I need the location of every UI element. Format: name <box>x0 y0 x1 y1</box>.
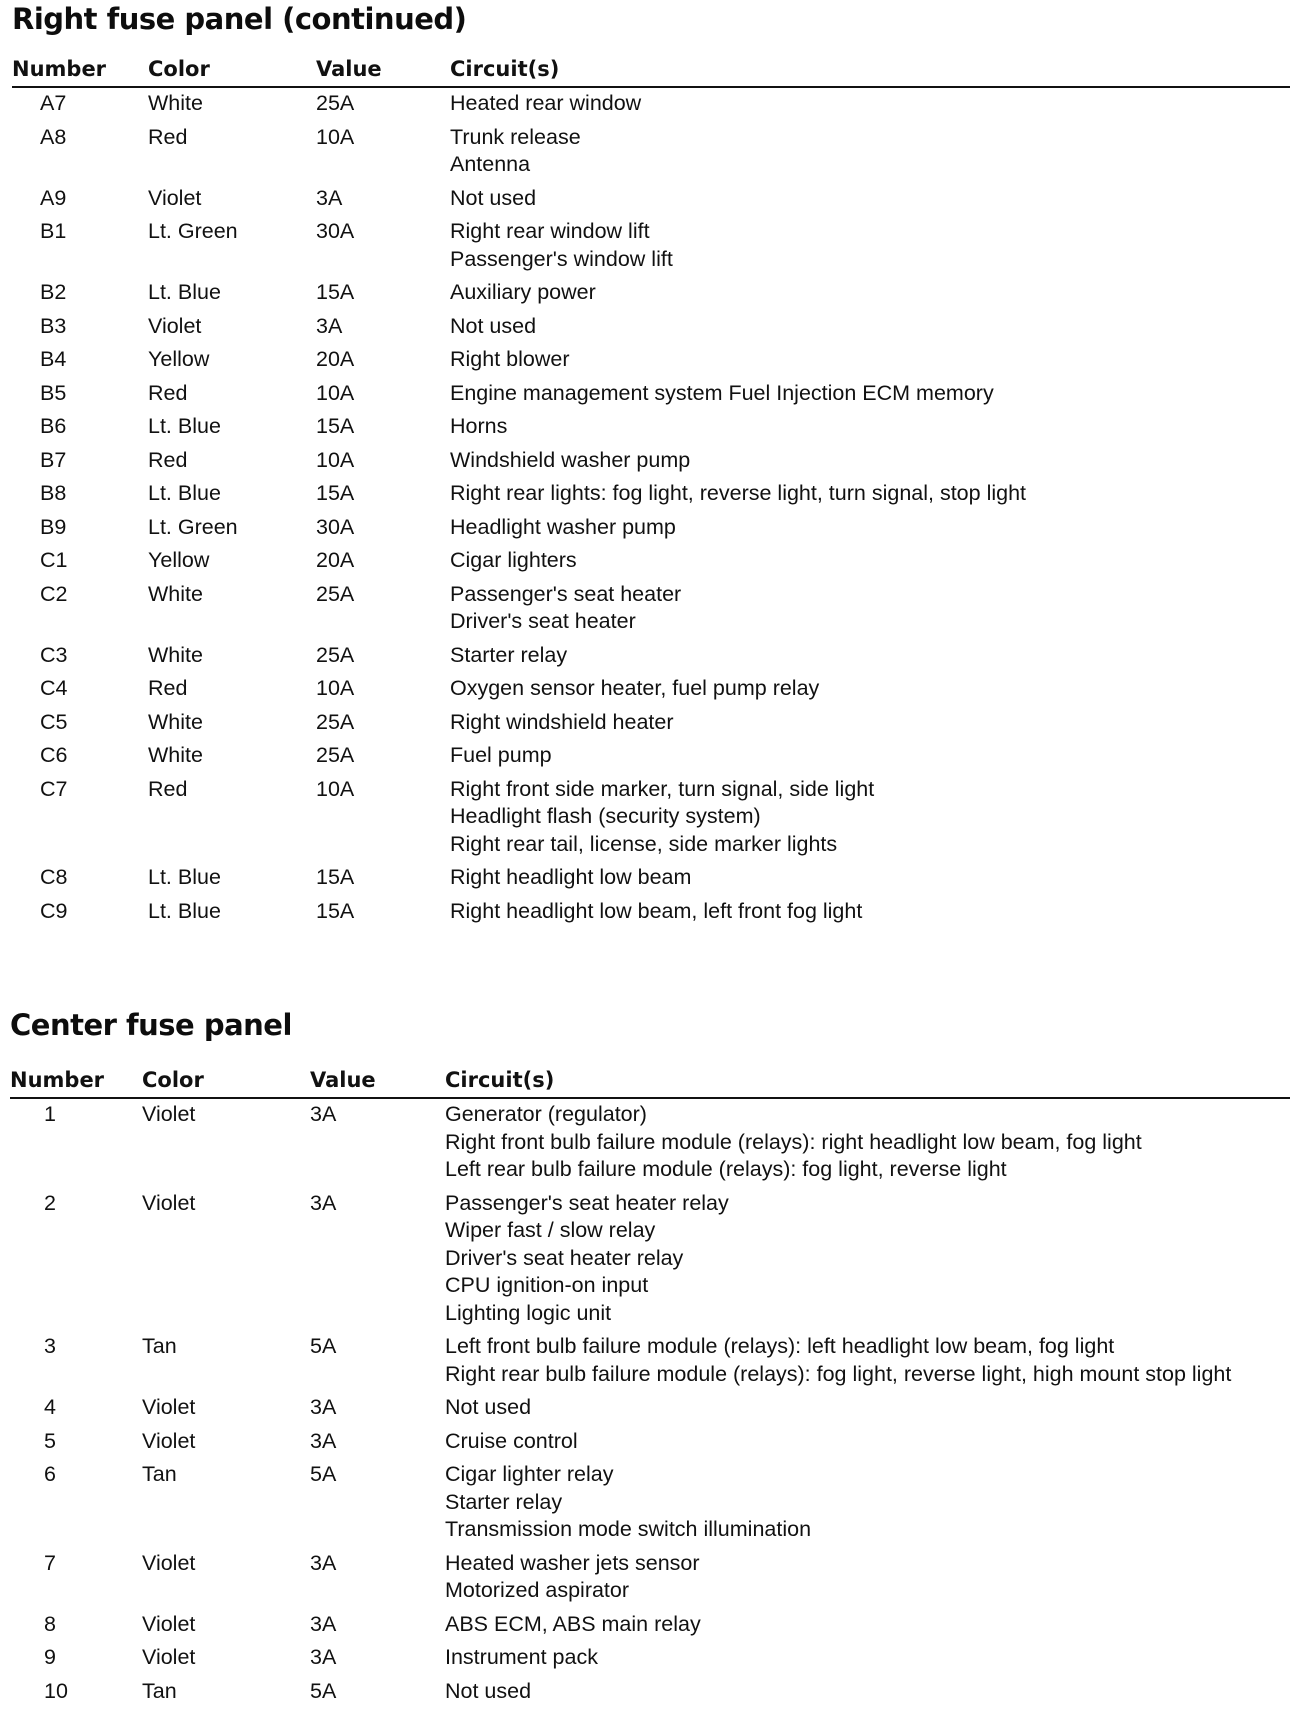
circuit-line: Trunk release <box>450 124 581 149</box>
circuit-line: Transmission mode switch illumination <box>445 1517 812 1541</box>
circuit-line: Cigar lighters <box>450 548 577 572</box>
fuse-color: Violet <box>142 1550 196 1575</box>
circuit-line: Passenger's window lift <box>450 246 673 271</box>
fuse-circuits <box>450 346 1290 374</box>
fuse-row-b3 <box>12 311 1290 345</box>
fuse-color: Violet <box>142 1102 196 1126</box>
fuse-value: 10A <box>316 447 355 472</box>
circuit-line: Fuel pump <box>450 743 552 767</box>
fuse-number: 10 <box>44 1678 68 1703</box>
fuse-value: 10A <box>316 676 355 700</box>
fuse-color: Lt. Green <box>148 514 238 539</box>
fuse-value: 5A <box>310 1462 337 1486</box>
fuse-value: 3A <box>310 1645 337 1669</box>
fuse-value: 3A <box>310 1611 337 1636</box>
fuse-circuits <box>450 642 1290 670</box>
fuse-row-c4 <box>12 673 1290 707</box>
circuit-line: Oxygen sensor heater, fuel pump relay <box>450 676 820 700</box>
fuse-color: Violet <box>142 1611 196 1636</box>
fuse-number: C6 <box>40 743 68 767</box>
fuse-color: Red <box>148 124 188 149</box>
circuit-line: Not used <box>445 1395 532 1419</box>
circuit-line: Lighting logic unit <box>445 1300 612 1325</box>
fuse-value: 3A <box>310 1395 337 1419</box>
fuse-color: Lt. Blue <box>148 898 221 923</box>
circuit-line: Starter relay <box>445 1489 563 1514</box>
fuse-circuits <box>450 547 1290 575</box>
fuse-number: B7 <box>40 447 67 472</box>
right-panel-table <box>12 52 1290 929</box>
fuse-color: Lt. Blue <box>148 865 221 889</box>
fuse-value: 15A <box>316 414 355 438</box>
fuse-value: 15A <box>316 280 355 304</box>
circuit-line: Cigar lighter relay <box>445 1462 614 1486</box>
fuse-number: C9 <box>40 898 68 923</box>
fuse-row-5 <box>10 1426 1290 1460</box>
fuse-value: 5A <box>310 1678 337 1703</box>
fuse-value: 25A <box>316 581 355 606</box>
fuse-color: Violet <box>142 1645 196 1669</box>
fuse-number: 7 <box>44 1550 56 1575</box>
fuse-number: A7 <box>40 91 67 115</box>
fuse-number: 9 <box>44 1645 56 1669</box>
circuit-line: Driver's seat heater relay <box>445 1245 684 1270</box>
fuse-color: Lt. Blue <box>148 280 221 304</box>
fuse-value: 3A <box>310 1428 337 1453</box>
fuse-color: Lt. Green <box>148 219 238 243</box>
fuse-number: B9 <box>40 514 67 539</box>
fuse-number: C3 <box>40 642 68 667</box>
fuse-number: C4 <box>40 676 68 700</box>
circuit-line: Right rear bulb failure module (relays): fog light, reverse light, high mount stop light <box>445 1361 1232 1386</box>
fuse-color: White <box>148 581 203 606</box>
fuse-value: 3A <box>316 313 343 338</box>
circuit-line: Right rear window lift <box>450 219 650 243</box>
fuse-circuits <box>450 185 1290 213</box>
circuit-line: Auxiliary power <box>450 280 596 304</box>
circuit-line: Left rear bulb failure module (relays): fog light, reverse light <box>445 1157 1007 1181</box>
header-value: Value <box>316 57 382 81</box>
fuse-number: 8 <box>44 1611 56 1636</box>
circuit-line: Passenger's seat heater relay <box>445 1190 729 1215</box>
fuse-row-9 <box>10 1642 1290 1676</box>
header-color: Color <box>148 57 210 81</box>
fuse-number: B3 <box>40 313 67 338</box>
circuit-line: Driver's seat heater <box>450 609 636 633</box>
header-number: Number <box>10 1068 105 1092</box>
fuse-row-c7 <box>12 774 1290 863</box>
fuse-value: 30A <box>316 514 355 539</box>
circuit-line: Right blower <box>450 347 570 371</box>
circuit-line: Not used <box>445 1678 532 1703</box>
fuse-row-a8 <box>12 122 1290 183</box>
circuit-line: Passenger's seat heater <box>450 581 682 606</box>
fuse-color: Tan <box>142 1678 177 1703</box>
circuit-line: Antenna <box>450 152 531 176</box>
fuse-color: Lt. Blue <box>148 414 221 438</box>
fuse-number: B8 <box>40 481 67 505</box>
fuse-row-b2 <box>12 277 1290 311</box>
fuse-circuits <box>445 1611 1290 1639</box>
fuse-row-1 <box>10 1099 1290 1188</box>
fuse-row-c3 <box>12 640 1290 674</box>
fuse-number: B2 <box>40 280 67 304</box>
fuse-circuits <box>445 1428 1290 1456</box>
circuit-line: ABS ECM, ABS main relay <box>445 1611 701 1636</box>
fuse-row-b7 <box>12 445 1290 479</box>
fuse-value: 25A <box>316 709 355 734</box>
circuit-line: Not used <box>450 313 537 338</box>
table-header <box>10 1063 1290 1099</box>
fuse-color: Tan <box>142 1462 177 1486</box>
fuse-number: C5 <box>40 709 68 734</box>
fuse-circuits <box>445 1461 1290 1544</box>
fuse-value: 30A <box>316 219 355 243</box>
fuse-number: C2 <box>40 581 68 606</box>
fuse-value: 3A <box>310 1190 337 1215</box>
fuse-value: 5A <box>310 1334 337 1358</box>
fuse-value: 25A <box>316 642 355 667</box>
circuit-line: Wiper fast / slow relay <box>445 1218 656 1242</box>
fuse-circuits <box>445 1394 1290 1422</box>
fuse-value: 10A <box>316 776 355 801</box>
circuit-line: Right rear lights: fog light, reverse light, turn signal, stop light <box>450 481 1027 505</box>
fuse-circuits <box>450 864 1290 892</box>
header-circuits: Circuit(s) <box>450 57 560 81</box>
header-value: Value <box>310 1068 376 1092</box>
fuse-number: C8 <box>40 865 68 889</box>
fuse-row-b5 <box>12 378 1290 412</box>
fuse-value: 15A <box>316 898 355 923</box>
fuse-number: 2 <box>44 1190 56 1215</box>
circuit-line: Headlight washer pump <box>450 514 676 539</box>
circuit-line: Starter relay <box>450 642 568 667</box>
fuse-number: 1 <box>44 1102 56 1126</box>
fuse-circuits <box>450 218 1290 273</box>
fuse-value: 10A <box>316 380 355 405</box>
fuse-row-b6 <box>12 411 1290 445</box>
fuse-number: B5 <box>40 380 67 405</box>
fuse-row-c5 <box>12 707 1290 741</box>
fuse-value: 15A <box>316 865 355 889</box>
fuse-number: 4 <box>44 1395 56 1419</box>
circuit-line: Right rear tail, license, side marker lights <box>450 831 838 856</box>
fuse-color: Red <box>148 676 188 700</box>
fuse-row-c8 <box>12 862 1290 896</box>
fuse-value: 20A <box>316 347 355 371</box>
fuse-row-c2 <box>12 579 1290 640</box>
fuse-row-2 <box>10 1188 1290 1332</box>
fuse-number: A9 <box>40 185 67 210</box>
fuse-circuits <box>450 313 1290 341</box>
fuse-row-7 <box>10 1548 1290 1609</box>
circuit-line: Engine management system Fuel Injection ECM memory <box>450 380 994 405</box>
fuse-row-4 <box>10 1392 1290 1426</box>
fuse-row-c6 <box>12 740 1290 774</box>
fuse-color: Yellow <box>148 347 210 371</box>
circuit-line: Right headlight low beam <box>450 865 692 889</box>
fuse-circuits <box>450 380 1290 408</box>
circuit-line: Windshield washer pump <box>450 447 691 472</box>
right-panel-title: Right fuse panel (continued) <box>12 2 467 36</box>
circuit-line: Cruise control <box>445 1428 578 1453</box>
table-body <box>10 1099 1290 1709</box>
fuse-circuits <box>450 898 1290 926</box>
fuse-row-b9 <box>12 512 1290 546</box>
circuit-line: Right windshield heater <box>450 709 674 734</box>
fuse-color: Red <box>148 776 188 801</box>
center-panel-title: Center fuse panel <box>10 1008 292 1042</box>
fuse-row-c9 <box>12 896 1290 930</box>
fuse-circuits <box>450 447 1290 475</box>
fuse-row-b8 <box>12 478 1290 512</box>
fuse-value: 25A <box>316 91 355 115</box>
fuse-value: 3A <box>316 185 343 210</box>
circuit-line: Headlight flash (security system) <box>450 804 761 828</box>
fuse-circuits <box>445 1644 1290 1672</box>
fuse-color: Violet <box>142 1190 196 1215</box>
fuse-circuits <box>450 675 1290 703</box>
circuit-line: Heated washer jets sensor <box>445 1550 700 1575</box>
fuse-value: 3A <box>310 1550 337 1575</box>
fuse-number: B6 <box>40 414 67 438</box>
fuse-circuits <box>445 1678 1290 1706</box>
fuse-value: 25A <box>316 743 355 767</box>
fuse-value: 20A <box>316 548 355 572</box>
circuit-line: Not used <box>450 185 537 210</box>
table-header <box>12 52 1290 88</box>
fuse-number: 5 <box>44 1428 56 1453</box>
fuse-circuits <box>450 514 1290 542</box>
fuse-row-8 <box>10 1609 1290 1643</box>
fuse-color: Tan <box>142 1334 177 1358</box>
fuse-color: Lt. Blue <box>148 481 221 505</box>
fuse-color: White <box>148 709 203 734</box>
fuse-row-6 <box>10 1459 1290 1548</box>
fuse-circuits <box>450 480 1290 508</box>
fuse-color: Violet <box>142 1428 196 1453</box>
fuse-value: 15A <box>316 481 355 505</box>
fuse-circuits <box>450 413 1290 441</box>
fuse-circuits <box>445 1190 1290 1328</box>
fuse-row-a9 <box>12 183 1290 217</box>
fuse-circuits <box>450 90 1290 118</box>
header-circuits: Circuit(s) <box>445 1068 555 1092</box>
fuse-number: B1 <box>40 219 67 243</box>
fuse-circuits <box>445 1101 1290 1184</box>
fuse-number: 3 <box>44 1334 56 1358</box>
fuse-value: 10A <box>316 124 355 149</box>
fuse-circuits <box>450 124 1290 179</box>
fuse-color: White <box>148 743 203 767</box>
circuit-line: Heated rear window <box>450 91 642 115</box>
fuse-color: Violet <box>148 313 202 338</box>
circuit-line: Instrument pack <box>445 1645 598 1669</box>
fuse-row-10 <box>10 1676 1290 1710</box>
fuse-row-c1 <box>12 545 1290 579</box>
fuse-value: 3A <box>310 1102 337 1126</box>
circuit-line: Right front bulb failure module (relays): right headlight low beam, fog light <box>445 1129 1142 1154</box>
circuit-line: Left front bulb failure module (relays): left headlight low beam, fog light <box>445 1334 1115 1358</box>
fuse-color: White <box>148 91 203 115</box>
fuse-number: B4 <box>40 347 67 371</box>
fuse-number: A8 <box>40 124 67 149</box>
fuse-number: C1 <box>40 548 68 572</box>
fuse-color: Violet <box>142 1395 196 1419</box>
fuse-circuits <box>445 1333 1290 1388</box>
fuse-color: Yellow <box>148 548 210 572</box>
fuse-row-b1 <box>12 216 1290 277</box>
fuse-row-a7 <box>12 88 1290 122</box>
circuit-line: Right front side marker, turn signal, side light <box>450 776 875 801</box>
fuse-circuits <box>450 709 1290 737</box>
fuse-circuits <box>450 776 1290 859</box>
fuse-row-3 <box>10 1331 1290 1392</box>
fuse-number: 6 <box>44 1462 56 1486</box>
fuse-row-b4 <box>12 344 1290 378</box>
fuse-color: Red <box>148 380 188 405</box>
circuit-line: Motorized aspirator <box>445 1578 630 1602</box>
header-color: Color <box>142 1068 204 1092</box>
fuse-color: White <box>148 642 203 667</box>
fuse-circuits <box>450 581 1290 636</box>
header-number: Number <box>12 57 107 81</box>
circuit-line: Horns <box>450 414 508 438</box>
fuse-color: Red <box>148 447 188 472</box>
circuit-line: CPU ignition-on input <box>445 1273 649 1297</box>
fuse-circuits <box>450 279 1290 307</box>
table-body <box>12 88 1290 929</box>
circuit-line: Right headlight low beam, left front fog light <box>450 898 863 923</box>
center-panel-table <box>10 1063 1290 1709</box>
fuse-number: C7 <box>40 776 68 801</box>
circuit-line: Generator (regulator) <box>445 1102 647 1126</box>
fuse-color: Violet <box>148 185 202 210</box>
fuse-circuits <box>450 742 1290 770</box>
fuse-circuits <box>445 1550 1290 1605</box>
